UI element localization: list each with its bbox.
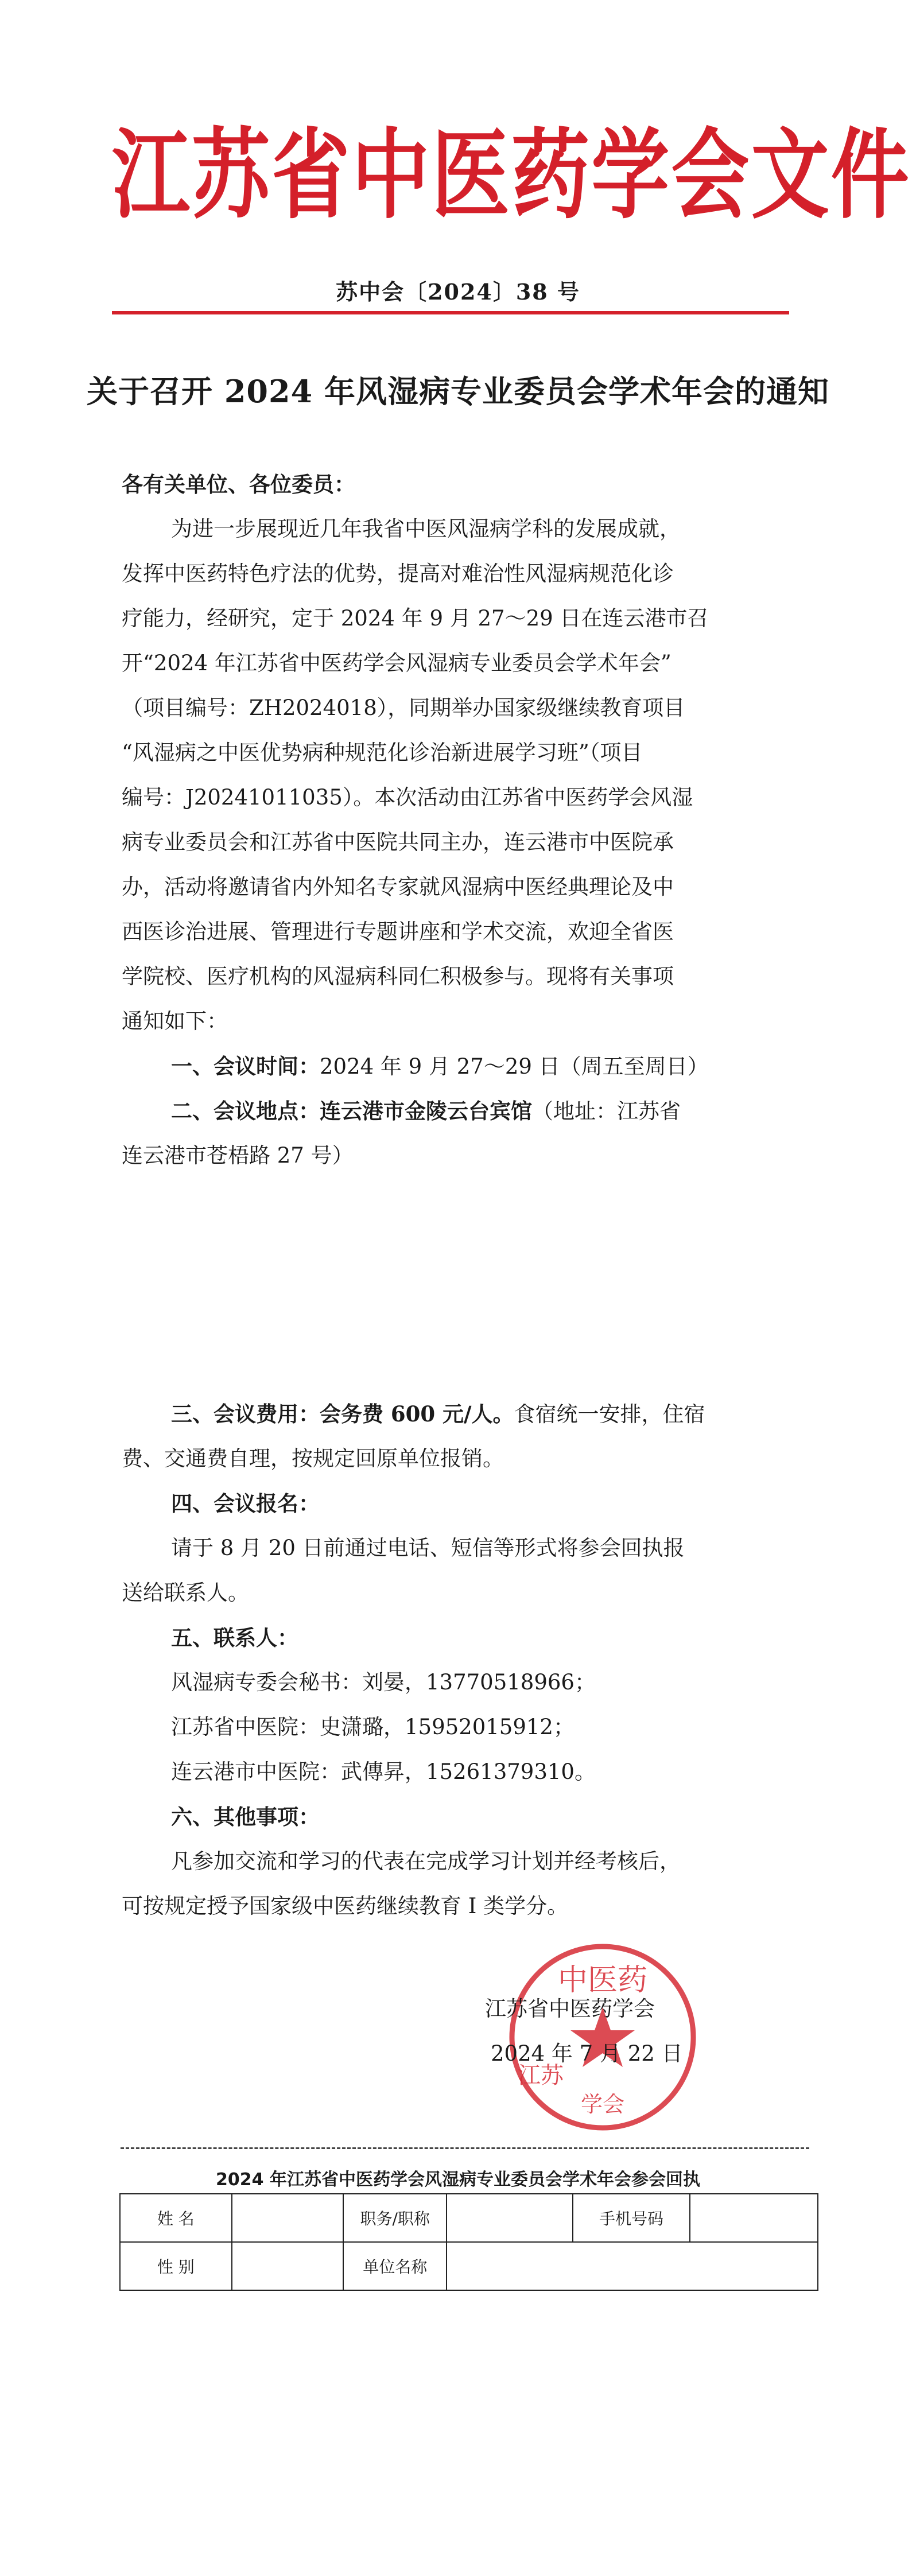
intro-line: 病专业委员会和江苏省中医院共同主办，连云港市中医院承 [122, 830, 674, 854]
contact-line: 风湿病专委会秘书：刘晏，13770518966； [171, 1670, 596, 1695]
intro-line: 发挥中医药特色疗法的优势，提高对难治性风湿病规范化诊 [122, 561, 674, 586]
contact-line: 江苏省中医院：史潇璐，15952015912； [171, 1715, 575, 1739]
intro-line: 疗能力，经研究，定于 2024 年 9 月 27～29 日在连云港市召 [122, 606, 709, 631]
phone-label: 手机号码 [573, 2194, 690, 2242]
intro-line: 开“2024 年江苏省中医药学会风湿病专业委员会学术年会” [122, 651, 672, 675]
item-meeting-fee [171, 1392, 848, 1437]
registration-line: 送给联系人。 [122, 1580, 249, 1605]
svg-text:学会: 学会 [580, 2092, 625, 2117]
venue-name: 连云港市金陵云台宾馆 [320, 1098, 532, 1124]
gender-label: 性 别 [120, 2242, 232, 2290]
table-row [120, 2194, 818, 2242]
salutation: 各有关单位、各位委员： [122, 472, 355, 497]
document-number: 苏中会〔2024〕38 号 [336, 279, 580, 305]
unit-cell[interactable] [447, 2242, 818, 2290]
item-other-heading: 六、其他事项： [171, 1804, 320, 1829]
other-line: 凡参加交流和学习的代表在完成学习计划并经考核后， [171, 1849, 681, 1874]
item-registration-heading: 四、会议报名： [171, 1491, 320, 1516]
item-contacts-heading: 五、联系人： [171, 1625, 298, 1650]
intro-line: 西医诊治进展、管理进行专题讲座和学术交流，欢迎全省医 [122, 919, 674, 944]
fee-amount: 会务费 600 元/人。 [320, 1401, 514, 1427]
name-label: 姓 名 [120, 2194, 232, 2242]
title-label: 职务/职称 [343, 2194, 447, 2242]
item-meeting-time [171, 1044, 848, 1089]
notice-title: 关于召开 2024 年风湿病专业委员会学术年会的通知 [87, 373, 829, 410]
item-heading: 一、会议时间： [171, 1054, 320, 1079]
intro-line: 为进一步展现近几年我省中医风湿病学科的发展成就， [171, 516, 681, 541]
red-divider-line [112, 311, 789, 314]
other-line: 可按规定授予国家级中医药继续教育 I 类学分。 [122, 1894, 569, 1918]
intro-line: 学院校、医疗机构的风湿病科同仁积极参与。现将有关事项 [122, 964, 674, 989]
signature-org: 江苏省中医药学会 [485, 1996, 655, 2021]
reply-form-title: 2024 年江苏省中医药学会风湿病专业委员会学术年会参会回执 [216, 2170, 700, 2190]
cut-line [121, 2147, 809, 2149]
masthead-title: 江苏省中医药学会文件 [112, 118, 911, 232]
item-meeting-venue [171, 1089, 848, 1134]
phone-cell[interactable] [690, 2194, 818, 2242]
unit-label: 单位名称 [343, 2242, 447, 2290]
registration-line: 请于 8 月 20 日前通过电话、短信等形式将参会回执报 [171, 1536, 685, 1560]
item-text: 2024 年 9 月 27～29 日（周五至周日） [320, 1054, 709, 1079]
item-heading: 三、会议费用： [171, 1401, 320, 1427]
intro-line: 通知如下： [122, 1009, 228, 1033]
table-row [120, 2242, 818, 2290]
name-cell[interactable] [232, 2194, 344, 2242]
svg-text:中医药: 中医药 [557, 1963, 648, 1998]
venue-address-line: 连云港市苍梧路 27 号） [122, 1143, 354, 1168]
item-text: 食宿统一安排，住宿 [514, 1402, 705, 1427]
item-text: （地址：江苏省 [532, 1099, 681, 1124]
intro-line: 编号：J20241011035）。本次活动由江苏省中医药学会风湿 [122, 785, 693, 810]
signature-date: 2024 年 7 月 22 日 [491, 2041, 683, 2066]
intro-line: 办，活动将邀请省内外知名专家就风湿病中医经典理论及中 [122, 875, 674, 899]
fee-detail-line: 费、交通费自理，按规定回原单位报销。 [122, 1446, 504, 1471]
svg-text:江苏: 江苏 [518, 2062, 564, 2089]
reply-form-table [119, 2193, 818, 2291]
item-heading: 二、会议地点： [171, 1098, 320, 1124]
intro-line: “风湿病之中医优势病种规范化诊治新进展学习班”（项目 [122, 740, 643, 765]
title-cell[interactable] [447, 2194, 573, 2242]
gender-cell[interactable] [232, 2242, 344, 2290]
contact-line: 连云港市中医院：武傳昇，15261379310。 [171, 1759, 596, 1784]
intro-line: （项目编号：ZH2024018），同期举办国家级继续教育项目 [122, 696, 685, 720]
